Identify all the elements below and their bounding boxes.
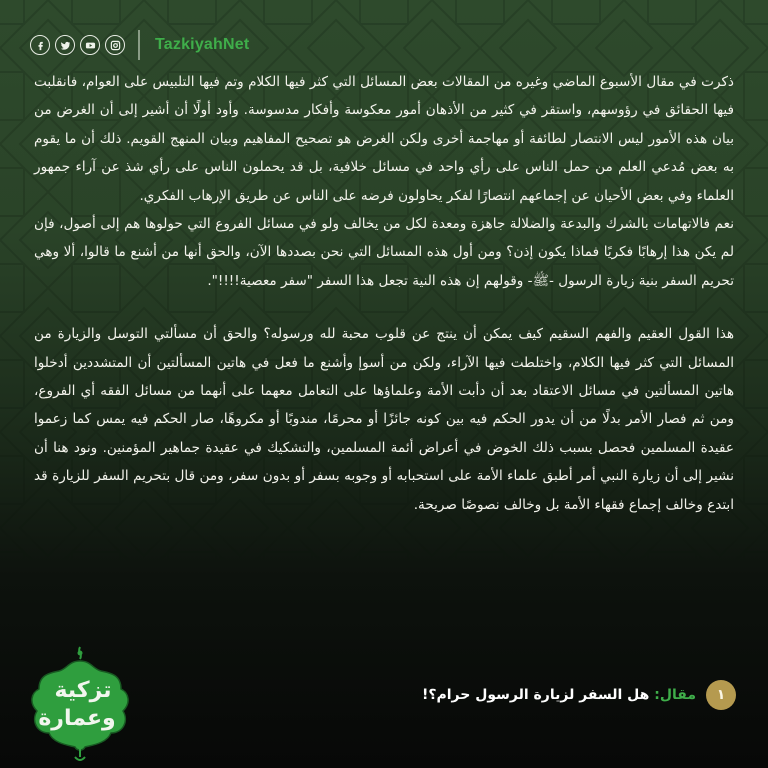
footer-label: مقال: <box>654 687 696 703</box>
logo-emblem <box>25 645 135 763</box>
twitter-icon[interactable] <box>55 35 75 55</box>
facebook-icon[interactable] <box>30 35 50 55</box>
youtube-icon[interactable] <box>80 35 100 55</box>
instagram-icon[interactable] <box>105 35 125 55</box>
header <box>30 31 249 59</box>
article-paragraph: نعم فالاتهامات بالشرك والبدعة والضلالة جاهزة ومعدة لكل من يخالف ولو في مسائل الفروع التي حولوها هم إلى أصول، فإن لم يكن هذا إرهابًا فكريًا فماذا يكون إذن؟ ومن أول هذه المسائل التي نحن بصددها الآن، والحق أنها من أشنع ما قالوا، ألا وهي تحريم السفر بنية زيارة الرسول -ﷺ- وقولهم إن هذه النية تجعل هذا السفر "سفر معصية!!!!". <box>34 216 734 289</box>
header-divider <box>138 30 140 60</box>
article-footer <box>422 680 736 710</box>
brand-name[interactable]: TazkiyahNet <box>155 36 250 53</box>
article-paragraph: ذكرت في مقال الأسبوع الماضي وغيره من المقالات بعض المسائل التي كثر فيها الكلام وتم فيها التلبيس على العوام، فانقلبت فيها الحقائق في رؤوسهم، واستقر في كثير من الأذهان أمور معكوسة وأفكار مدسوسة. وأود أولًا أن أشير إلى أن الغرض من بيان هذه الأمور ليس الانتصار لطائفة أو مهاجمة أخرى ولكن الغرض هو تصحيح المفاهيم وبيان المنهج القويم. ذلك أن ما يقوم به بعض مُدعي العلم من حمل الناس على رأي واحد في مسائل خلافية، بل قد يحملون الناس على رأي شذ عن آراء جمهور العلماء وفي بعض الأحيان عن إجماعهم انتصارًا لفكر يحاولون فرضه على الناس عن طريق الإرهاب الفكري. <box>34 74 734 204</box>
article-number-badge: ١ <box>706 680 736 710</box>
article-paragraph: هذا القول العقيم والفهم السقيم كيف يمكن أن ينتج عن قلوب محبة لله ورسوله؟ والحق أن مسألتي التوسل والزيارة من المسائل التي كثر فيها الكلام، واختلطت فيها الآراء، ولكن من أسوإ وأشنع ما فعل في هاتين المسألتين أن المتشددين أدخلوا هاتين المسألتين في مسائل الاعتقاد بعد أن دأبت الأمة وعلماؤها على التعامل معهما على أنهما من مسائل الفقه أي الفروع، ومن ثم فصار الأمر بدلًا من أن يدور الحكم فيه بين كونه جائزًا أو محرمًا، مندوبًا أو مكروهًا، صار الحكم فيه يمس كما زعموا عقيدة المسلمين فحصل بسبب ذلك الخوض في أعراض أئمة المسلمين، والتشكيك في عقيدة جماهير المؤمنين. ونود هنا أن نشير إلى أن زيارة النبي أمر أطبق علماء الأمة على استحبابه أو وجوبه بسفر أو بدون سفر، ومن قال بتحريم السفر للزيارة قد ابتدع وخالف إجماع فقهاء الأمة بل وخالف نصوصًا صريحة. <box>34 326 734 513</box>
article-body <box>34 68 734 519</box>
logo-text-top: تزكية <box>54 678 112 703</box>
footer-heading[interactable] <box>422 687 696 703</box>
footer-title: هل السفر لزيارة الرسول حرام؟! <box>421 687 650 703</box>
logo-text-bottom: وعمارة <box>38 706 116 731</box>
